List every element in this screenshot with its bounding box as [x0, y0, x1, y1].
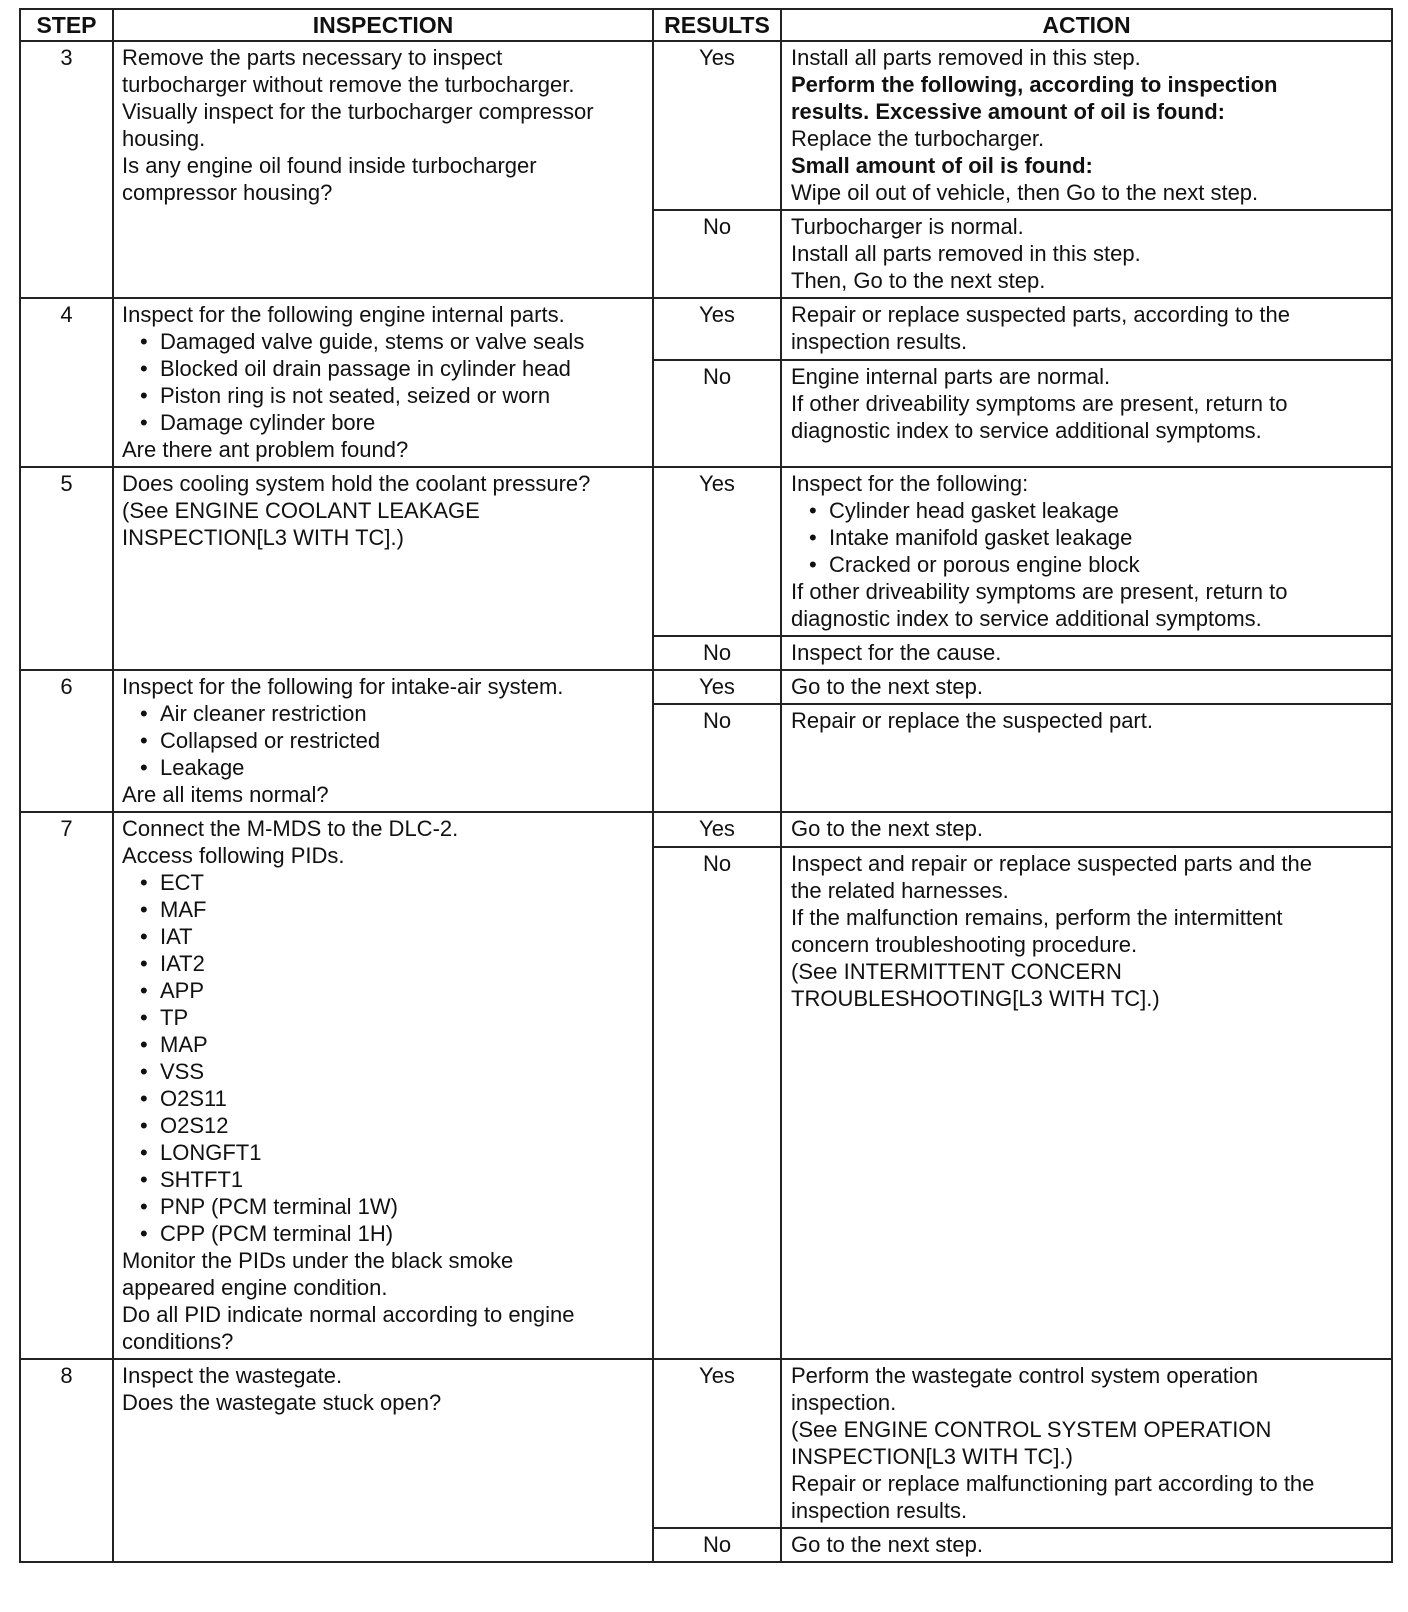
result-label: No [653, 360, 781, 467]
pid-list [122, 869, 646, 1247]
action-line: Repair or replace the suspected part. [791, 708, 1153, 733]
inspection-line: Connect the M-MDS to the DLC-2. [122, 816, 459, 841]
action-line: inspection. [791, 1390, 897, 1415]
list-item: • IAT [132, 923, 646, 950]
header-action: ACTION [781, 9, 1392, 41]
header-results: RESULTS [653, 9, 781, 41]
list-item: • Leakage [132, 754, 646, 781]
action-line: results. Excessive amount of oil is found: [791, 99, 1225, 124]
action-cell [781, 298, 1392, 360]
action-line: Inspect for the cause. [791, 640, 1002, 665]
inspection-cell [113, 467, 653, 670]
step-number: 8 [20, 1359, 113, 1562]
inspection-line: conditions? [122, 1329, 234, 1354]
action-cell [781, 847, 1392, 1359]
action-line: Install all parts removed in this step. [791, 45, 1141, 70]
action-line: Engine internal parts are normal. [791, 363, 1111, 389]
inspection-cell [113, 670, 653, 812]
list-item: • Collapsed or restricted [132, 727, 646, 754]
action-line: Then, Go to the next step. [791, 268, 1046, 293]
list-item: • LONGFT1 [132, 1139, 646, 1166]
table-row [20, 812, 1392, 847]
list-item: • APP [132, 977, 646, 1004]
inspection-cell [113, 298, 653, 467]
list-item: • Piston ring is not seated, seized or worn [132, 382, 646, 409]
troubleshooting-table [19, 8, 1393, 1563]
step-number: 7 [20, 812, 113, 1359]
inspection-line: Do all PID indicate normal according to engine [122, 1302, 575, 1327]
result-label: Yes [653, 812, 781, 847]
action-list [791, 497, 1385, 578]
list-item: • Cracked or porous engine block [801, 551, 1385, 578]
action-line: If other driveability symptoms are present, return to [791, 579, 1288, 604]
inspection-line: housing. [122, 126, 206, 151]
step-number: 3 [20, 41, 113, 298]
table-row [20, 1359, 1392, 1528]
inspection-line: Is any engine oil found inside turbocharger [122, 153, 537, 178]
inspection-line: Access following PIDs. [122, 843, 345, 868]
action-cell [781, 636, 1392, 670]
action-line: inspection results. [791, 1498, 968, 1523]
inspection-line: Visually inspect for the turbocharger compressor [122, 99, 594, 124]
step-number: 5 [20, 467, 113, 670]
list-item: • PNP (PCM terminal 1W) [132, 1193, 646, 1220]
list-item: • O2S12 [132, 1112, 646, 1139]
inspection-line: Does cooling system hold the coolant pressure? [122, 471, 591, 496]
action-line: (See ENGINE CONTROL SYSTEM OPERATION [791, 1417, 1272, 1442]
action-line: Inspect and repair or replace suspected parts and the [791, 850, 1312, 876]
action-cell [781, 670, 1392, 704]
action-line: Perform the following, according to inspection [791, 72, 1278, 97]
result-label: No [653, 210, 781, 298]
result-label: Yes [653, 670, 781, 704]
action-line: INSPECTION[L3 WITH TC].) [791, 1444, 1073, 1469]
result-label: No [653, 704, 781, 812]
header-step: STEP [20, 9, 113, 41]
inspection-line: Are there ant problem found? [122, 437, 409, 462]
action-cell [781, 812, 1392, 847]
action-line: Install all parts removed in this step. [791, 241, 1141, 266]
action-line: the related harnesses. [791, 877, 1009, 903]
action-line: Wipe oil out of vehicle, then Go to the next step. [791, 180, 1259, 205]
action-line: TROUBLESHOOTING[L3 WITH TC].) [791, 985, 1160, 1011]
action-line: Repair or replace suspected parts, according to the [791, 302, 1290, 327]
inspection-line: Are all items normal? [122, 782, 329, 807]
action-cell [781, 1359, 1392, 1528]
action-line: Perform the wastegate control system operation [791, 1363, 1259, 1388]
action-line: Go to the next step. [791, 816, 984, 841]
action-line: concern troubleshooting procedure. [791, 931, 1138, 957]
step-number: 4 [20, 298, 113, 467]
action-line: Go to the next step. [791, 1532, 984, 1557]
action-line: Repair or replace malfunctioning part according to the [791, 1471, 1315, 1496]
inspection-cell [113, 41, 653, 298]
action-line: inspection results. [791, 329, 968, 354]
action-line: diagnostic index to service additional symptoms. [791, 606, 1262, 631]
header-inspection: INSPECTION [113, 9, 653, 41]
inspection-line: compressor housing? [122, 180, 333, 205]
list-item: • Damaged valve guide, stems or valve seals [132, 328, 646, 355]
result-label: Yes [653, 298, 781, 360]
action-line: (See INTERMITTENT CONCERN [791, 958, 1122, 984]
list-item: • MAP [132, 1031, 646, 1058]
action-line: Go to the next step. [791, 674, 984, 699]
action-cell [781, 467, 1392, 636]
result-label: No [653, 847, 781, 1359]
inspection-line: appeared engine condition. [122, 1275, 388, 1300]
table-row [20, 467, 1392, 636]
action-line: diagnostic index to service additional symptoms. [791, 417, 1262, 443]
list-item: • TP [132, 1004, 646, 1031]
action-line: If the malfunction remains, perform the intermittent [791, 904, 1283, 930]
table-row [20, 298, 1392, 360]
action-line: If other driveability symptoms are present, return to [791, 390, 1288, 416]
result-label: Yes [653, 467, 781, 636]
list-item: • VSS [132, 1058, 646, 1085]
table-row [20, 41, 1392, 210]
list-item: • SHTFT1 [132, 1166, 646, 1193]
list-item: • IAT2 [132, 950, 646, 977]
list-item: • MAF [132, 896, 646, 923]
step-number: 6 [20, 670, 113, 812]
inspection-line: Remove the parts necessary to inspect [122, 45, 503, 70]
inspection-line: INSPECTION[L3 WITH TC].) [122, 525, 404, 550]
inspection-line: Inspect for the following for intake-air system. [122, 674, 564, 699]
inspection-line: Inspect the wastegate. [122, 1363, 343, 1388]
header-row [20, 9, 1392, 41]
action-cell [781, 1528, 1392, 1562]
inspection-cell [113, 1359, 653, 1562]
inspection-list [122, 328, 646, 436]
action-line: Small amount of oil is found: [791, 153, 1093, 178]
inspection-line: turbocharger without remove the turbocharger. [122, 72, 575, 97]
result-label: Yes [653, 41, 781, 210]
inspection-cell [113, 812, 653, 1359]
list-item: • ECT [132, 869, 646, 896]
result-label: No [653, 1528, 781, 1562]
action-line: Inspect for the following: [791, 471, 1029, 496]
list-item: • Cylinder head gasket leakage [801, 497, 1385, 524]
inspection-line: Inspect for the following engine internal parts. [122, 302, 565, 327]
result-label: No [653, 636, 781, 670]
inspection-line: Monitor the PIDs under the black smoke [122, 1248, 514, 1273]
action-cell [781, 360, 1392, 467]
action-cell [781, 210, 1392, 298]
action-cell [781, 41, 1392, 210]
inspection-line: Does the wastegate stuck open? [122, 1390, 442, 1415]
inspection-line: (See ENGINE COOLANT LEAKAGE [122, 498, 480, 523]
list-item: • O2S11 [132, 1085, 646, 1112]
list-item: • Damage cylinder bore [132, 409, 646, 436]
list-item: • Blocked oil drain passage in cylinder head [132, 355, 646, 382]
list-item: • Intake manifold gasket leakage [801, 524, 1385, 551]
table-row [20, 670, 1392, 704]
inspection-list [122, 700, 646, 781]
list-item: • Air cleaner restriction [132, 700, 646, 727]
action-line: Replace the turbocharger. [791, 126, 1045, 151]
list-item: • CPP (PCM terminal 1H) [132, 1220, 646, 1247]
result-label: Yes [653, 1359, 781, 1528]
action-line: Turbocharger is normal. [791, 214, 1024, 239]
action-cell [781, 704, 1392, 812]
